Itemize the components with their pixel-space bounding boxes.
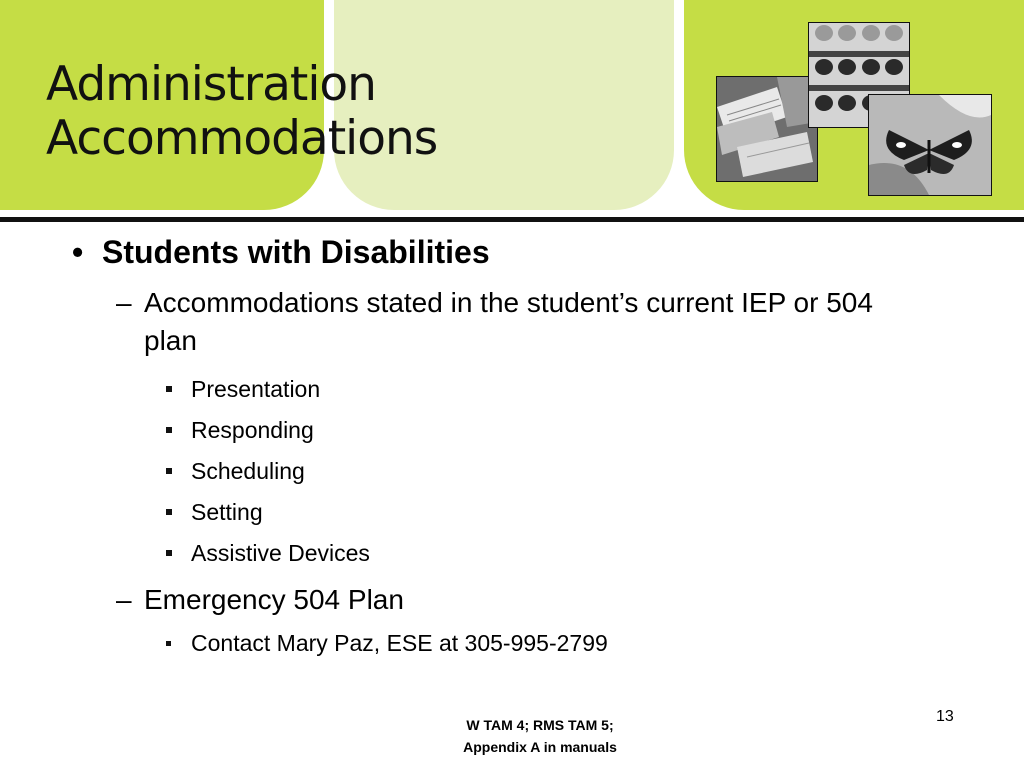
square-bullet — [166, 641, 171, 646]
slide-title-line2: Accommodations — [46, 111, 438, 166]
dash-marker: – — [116, 287, 132, 318]
footer-line2: Appendix A in manuals — [463, 739, 617, 755]
list-item-text: Presentation — [191, 376, 321, 402]
header-banner — [0, 0, 1024, 222]
footer-note — [380, 714, 700, 758]
photo-collage — [716, 22, 992, 198]
square-bullet — [166, 468, 172, 474]
square-bullet — [166, 550, 172, 556]
bullet-text: Students with Disabilities — [102, 234, 490, 270]
subbullet-text: Emergency 504 Plan — [144, 584, 404, 615]
list-item-text: Scheduling — [191, 458, 305, 484]
bullet-dot: • — [72, 234, 84, 270]
header-divider — [0, 217, 1024, 222]
list-item-text: Assistive Devices — [191, 540, 370, 566]
butterfly-photo — [868, 94, 992, 196]
subbullet-text: Accommodations stated in the student’s current IEP or 504 plan — [144, 287, 873, 356]
list-item-text: Contact Mary Paz, ESE at 305-995-2799 — [191, 630, 608, 656]
square-bullet — [166, 509, 172, 515]
books-photo — [716, 76, 818, 182]
list-item-text: Setting — [191, 499, 263, 525]
list-item-text: Responding — [191, 417, 314, 443]
square-bullet — [166, 386, 172, 392]
dash-marker: – — [116, 584, 132, 615]
page-number: 13 — [936, 708, 954, 725]
footer-line1: W TAM 4; RMS TAM 5; — [466, 717, 614, 733]
slide-title — [46, 58, 437, 166]
square-bullet — [166, 427, 172, 433]
slide-title-line1: Administration — [46, 57, 376, 112]
